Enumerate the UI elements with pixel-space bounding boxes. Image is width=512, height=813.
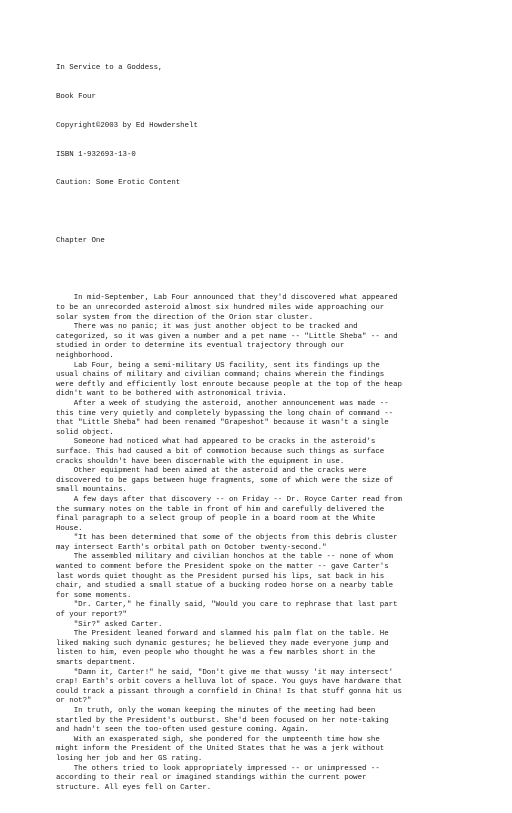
chapter-body [56,294,496,793]
body-line: according to their real or imagined standings within the current power [56,774,367,783]
body-line: chair, and studied a small statue of a bucking rodeo horse on a nearby table [56,582,394,591]
spacer [56,208,496,218]
body-line: With an exasperated sigh, she pondered for the umpteenth time how she [56,735,380,744]
body-line: studied in order to determine its eventual trajectory through our [56,342,345,351]
isbn-line: ISBN 1-932693-13-0 [56,150,136,159]
body-line: small mountains. [56,486,127,495]
spacer [56,266,496,276]
body-line: may intersect Earth's orbital path on October twenty-second." [56,543,327,552]
body-line: In mid-September, Lab Four announced that they'd discovered what appeared [56,294,398,303]
chapter-heading: Chapter One [56,236,105,245]
body-line: "Dr. Carter," he finally said, "Would you care to rephrase that last part [56,601,398,610]
body-line: could track a pissant through a cornfield in China! Is that stuff gonna hit us [56,687,402,696]
body-line: surface. This had caused a bit of commotion because such things as surface [56,447,385,456]
body-line: listen to him, even people who thought he was a few marbles short in the [56,649,376,658]
body-line: usual chains of military and civilian command; chains wherein the findings [56,371,385,380]
body-line: liked making such dynamic gestures; he believed they made everyone jump and [56,639,389,648]
body-line: Lab Four, being a semi-military US facility, sent its findings up the [56,361,380,370]
body-line: and hadn't seen the too-often used gesture coming. Again. [56,726,309,735]
body-line: In truth, only the woman keeping the minutes of the meeting had been [56,706,376,715]
body-line: cracks shouldn't have been discernable with the equipment in use. [56,457,345,466]
body-line: discovered to be gaps between huge fragments, some of which were the size of [56,476,394,485]
body-line: categorized, so it was given a number and a pet name -- "Little Sheba" -- and [56,332,398,341]
body-line: startled by the President's outburst. She'd been focused on her note-taking [56,716,389,725]
body-line: House. [56,524,83,533]
body-line: might inform the President of the United States that he was a jerk without [56,745,385,754]
body-line: or not?" [56,697,92,706]
body-line: "Damn it, Carter!" he said, "Don't give me that wussy 'it may intersect' [56,668,394,677]
book-title: In Service to a Goddess, [56,64,163,73]
body-line: were deftly and efficiently lost enroute because people at the top of the heap [56,380,402,389]
body-line: After a week of studying the asteroid, another announcement was made -- [56,399,389,408]
document-text [56,45,496,813]
body-line: didn't want to be bothered with astronomical trivia. [56,390,287,399]
body-line: The President leaned forward and slammed his palm flat on the table. He [56,630,389,639]
copyright-line: Copyright©2003 by Ed Howdershelt [56,121,198,130]
body-line: losing her job and her GS rating. [56,754,203,763]
body-line: of your report?" [56,611,127,620]
body-line: The others tried to look appropriately impressed -- or unimpressed -- [56,764,380,773]
body-line: neighborhood. [56,352,114,360]
body-line: the summary notes on the table in front of him and carefully delivered the [56,505,385,514]
body-line: smarts department. [56,659,136,667]
body-line: Someone had noticed what had appeared to be cracks in the asteroid's [56,438,376,447]
body-line: that "Little Sheba" had been renamed "Grapeshot" because it wasn't a single [56,419,389,428]
body-line: this time very quietly and completely bypassing the long chain of command -- [56,409,394,418]
body-line: "Sir?" asked Carter. [56,620,163,629]
body-line: final paragraph to a select group of people in a board room at the White [56,515,376,524]
body-line: There was no panic; it was just another object to be tracked and [56,323,358,332]
body-line: solar system from the direction of the Orion star cluster. [56,313,314,322]
body-line: last words quiet thought as the President pursed his lips, sat back in his [56,572,385,581]
body-line: structure. All eyes fell on Carter. [56,783,212,792]
body-line: A few days after that discovery -- on Friday -- Dr. Royce Carter read from [56,495,402,504]
body-line: for some moments. [56,591,132,600]
content-caution: Caution: Some Erotic Content [56,179,181,188]
body-line: to be an unrecorded asteroid almost six hundred miles wide approaching our [56,304,385,313]
body-line: "It has been determined that some of the objects from this debris cluster [56,534,398,543]
body-line: wanted to comment before the President spoke on the matter -- gave Carter's [56,563,389,572]
body-line: solid object. [56,428,114,437]
body-line: crap! Earth's orbit covers a helluva lot of space. You guys have hardware that [56,678,402,687]
book-number: Book Four [56,92,96,101]
body-line: Other equipment had been aimed at the asteroid and the cracks were [56,467,367,476]
body-line: The assembled military and civilian honchos at the table -- none of whom [56,553,394,562]
